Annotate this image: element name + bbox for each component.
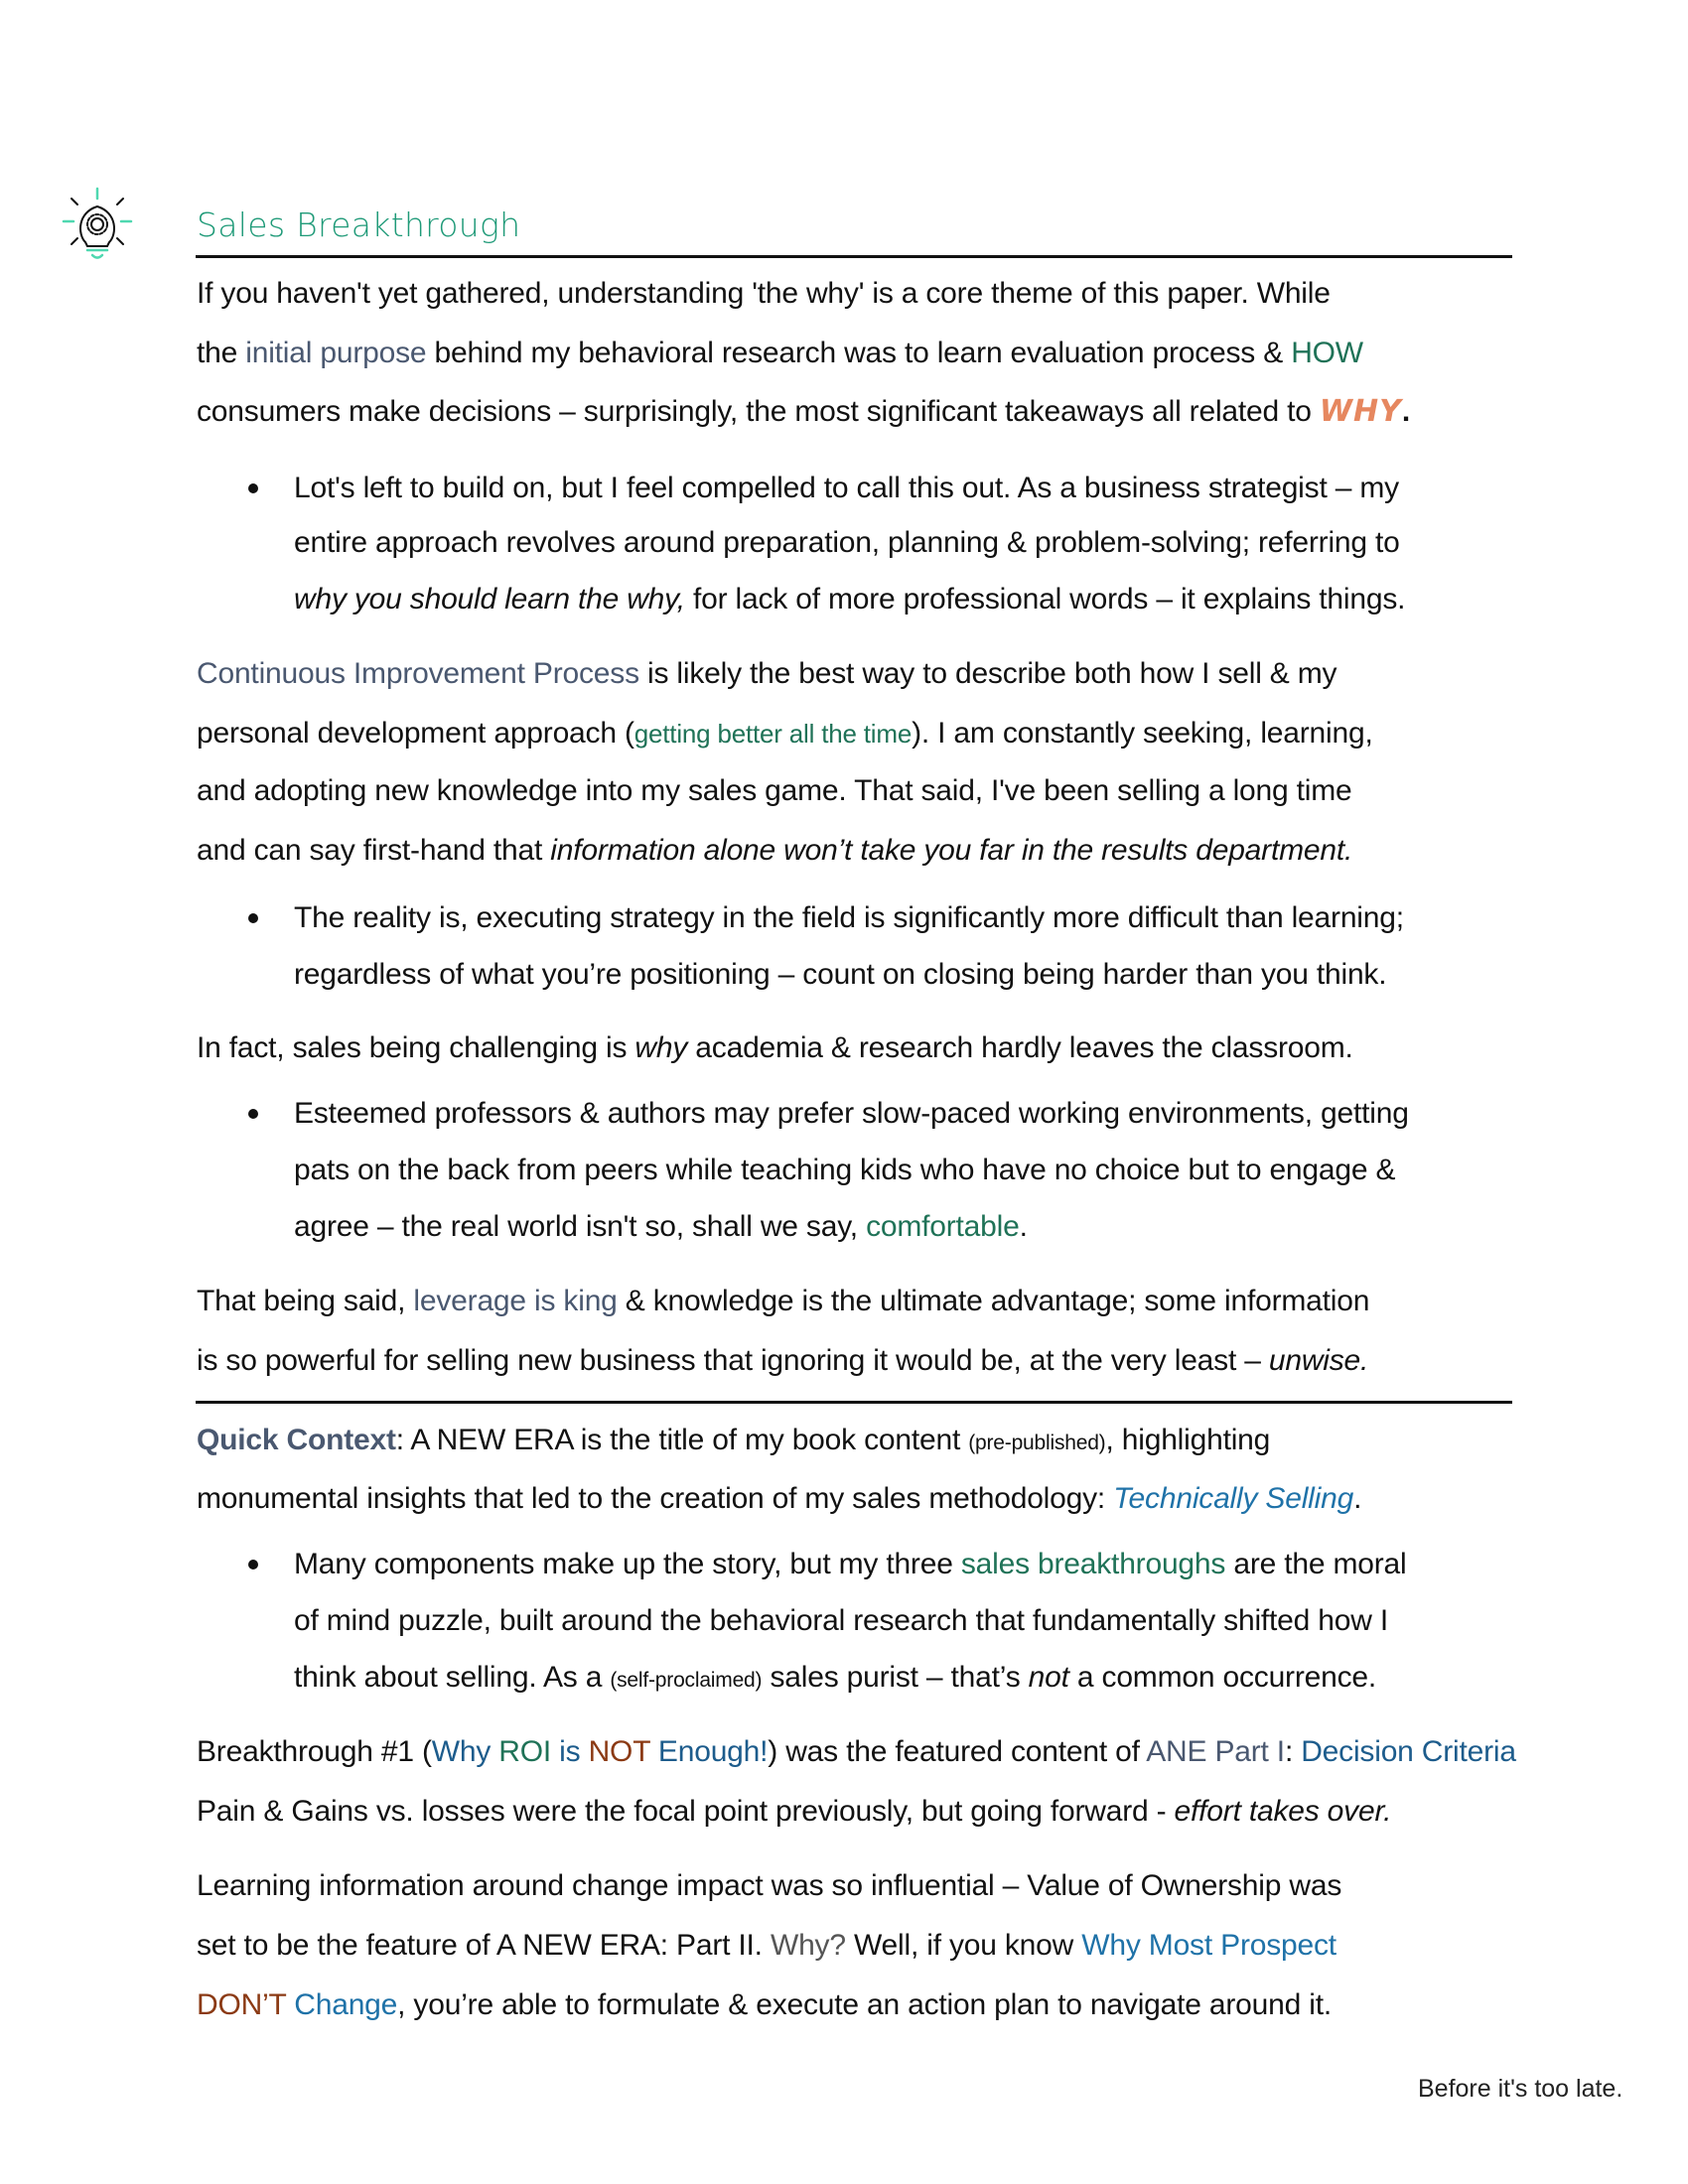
text: ROI	[498, 1735, 552, 1768]
ane-part-1-link[interactable]: ANE Part I	[1146, 1735, 1285, 1768]
quick-context-label: Quick Context	[197, 1424, 396, 1456]
text: ) was the featured content of	[768, 1735, 1147, 1768]
text: .	[1019, 1210, 1028, 1243]
text: : A NEW ERA is the title of my book content	[395, 1424, 969, 1456]
why-brush-text: WHY	[1319, 394, 1402, 429]
highlight-getting-better: getting better all the time	[633, 719, 913, 749]
text: personal development approach (	[197, 717, 634, 750]
highlight-comfortable: comfortable	[866, 1210, 1020, 1243]
text: NOT	[588, 1735, 650, 1768]
b4-line-1	[294, 1545, 1407, 1584]
text: consumers make decisions – surprisingly, the most significant takeaways all related to	[197, 395, 1320, 428]
text: .	[1353, 1482, 1362, 1515]
header-divider	[196, 255, 1512, 258]
text: DON’T	[197, 1988, 287, 2021]
italic-word: not	[1028, 1661, 1069, 1694]
text: behind my behavioral research was to learn evaluation process &	[426, 337, 1292, 369]
text: think about selling. As a	[294, 1661, 611, 1694]
b4-line-2: of mind puzzle, built around the behavioral research that fundamentally shifted how I	[294, 1604, 1388, 1637]
text: monumental insights that led to the creation of my sales methodology:	[197, 1482, 1114, 1515]
p2-line-3: and adopting new knowledge into my sales game. That said, I've been selling a long time	[197, 774, 1352, 807]
text: Many components make up the story, but my three	[294, 1548, 961, 1580]
section-divider	[196, 1401, 1512, 1404]
technically-selling-link[interactable]: Technically Selling	[1113, 1482, 1354, 1515]
decision-criteria-link[interactable]: Decision Criteria	[1301, 1735, 1516, 1768]
text: Why	[431, 1735, 499, 1768]
p2-line-4	[197, 831, 1352, 871]
highlight-leverage: leverage is king	[413, 1285, 618, 1317]
p7-line-3	[197, 1985, 1332, 2025]
highlight-how: HOW	[1291, 337, 1363, 369]
text: and can say first-hand that	[197, 834, 551, 867]
section-title: Sales Breakthrough	[197, 205, 521, 244]
text: Enough!	[649, 1735, 769, 1768]
text: for lack of more professional words – it explains things.	[684, 583, 1406, 615]
text: That being said,	[197, 1285, 414, 1317]
text: agree – the real world isn't so, shall we say,	[294, 1210, 867, 1243]
p5-line-1	[197, 1421, 1270, 1460]
b3-line-2: pats on the back from peers while teaching kids who have no choice but to engage &	[294, 1154, 1396, 1186]
b2-line-1: The reality is, executing strategy in the field is significantly more difficult than learning;	[294, 901, 1404, 934]
small-note: (self-proclaimed)	[610, 1669, 763, 1692]
italic-word: unwise.	[1268, 1344, 1369, 1377]
b3-line-1: Esteemed professors & authors may prefer slow-paced working environments, getting	[294, 1097, 1409, 1130]
p3-line-1	[197, 1028, 1353, 1068]
bullet-icon	[248, 913, 258, 923]
text: academia & research hardly leaves the classroom.	[687, 1031, 1353, 1064]
b1-line-2: entire approach revolves around preparation, planning & problem-solving; referring to	[294, 526, 1400, 559]
bullet-icon	[248, 1109, 258, 1119]
b1-line-1: Lot's left to build on, but I feel compelled to call this out. As a business strategist – my	[294, 472, 1399, 504]
text: a common occurrence.	[1068, 1661, 1377, 1694]
p6-line-1	[197, 1732, 1516, 1772]
text: ). I am constantly seeking, learning,	[912, 717, 1373, 750]
footer-tagline: Before it's too late.	[1418, 2075, 1623, 2103]
bullet-icon	[248, 1560, 258, 1570]
small-note: (pre-published)	[968, 1432, 1106, 1454]
highlight-initial-purpose: initial purpose	[245, 337, 427, 369]
highlight-sales-breakthroughs: sales breakthroughs	[960, 1548, 1226, 1580]
text: is	[551, 1735, 589, 1768]
p2-line-2	[197, 714, 1373, 753]
text: In fact, sales being challenging is	[197, 1031, 635, 1064]
italic-word: why	[634, 1031, 688, 1064]
b2-line-2: regardless of what you’re positioning – count on closing being harder than you think.	[294, 958, 1387, 991]
p1-line-1: If you haven't yet gathered, understanding 'the why' is a core theme of this paper. While	[197, 277, 1331, 310]
p7-line-2	[197, 1926, 1336, 1966]
text: Pain & Gains vs. losses were the focal point previously, but going forward -	[197, 1795, 1175, 1828]
p1-line-2	[197, 334, 1363, 373]
italic-phrase: why you should learn the why,	[294, 583, 685, 615]
text: , you’re able to formulate & execute an action plan to navigate around it.	[397, 1988, 1332, 2021]
p2-line-1	[197, 654, 1336, 694]
text: are the moral	[1225, 1548, 1407, 1580]
italic-phrase: effort takes over.	[1174, 1795, 1392, 1828]
text: set to be the feature of A NEW ERA: Part II.	[197, 1929, 771, 1962]
b1-line-3	[294, 580, 1405, 619]
why-most-prospects-link[interactable]: Why Most Prospect	[1081, 1929, 1336, 1962]
text: Change	[286, 1988, 398, 2021]
p4-line-2	[197, 1341, 1368, 1381]
text: Why?	[770, 1929, 846, 1962]
text: , highlighting	[1105, 1424, 1271, 1456]
highlight-cip: Continuous Improvement Process	[197, 657, 639, 690]
p6-line-2	[197, 1792, 1391, 1832]
p7-line-1: Learning information around change impact was so influential – Value of Ownership was	[197, 1869, 1342, 1902]
p5-line-2	[197, 1479, 1361, 1519]
p4-line-1	[197, 1282, 1369, 1321]
text: & knowledge is the ultimate advantage; some information	[617, 1285, 1370, 1317]
text: is so powerful for selling new business that ignoring it would be, at the very least –	[197, 1344, 1269, 1377]
b3-line-3	[294, 1207, 1028, 1247]
text: :	[1284, 1735, 1302, 1768]
text: Well, if you know	[845, 1929, 1082, 1962]
text: is likely the best way to describe both how I sell & my	[638, 657, 1337, 690]
text: sales purist – that’s	[762, 1661, 1029, 1694]
text: Breakthrough #1 (	[197, 1735, 432, 1768]
p1-line-3	[197, 392, 1410, 432]
italic-phrase: information alone won’t take you far in the results department.	[550, 834, 1353, 867]
text: .	[1401, 395, 1410, 428]
b4-line-3	[294, 1658, 1376, 1698]
text: the	[197, 337, 246, 369]
lightbulb-gear-icon	[58, 187, 137, 266]
bullet-icon	[248, 483, 258, 493]
